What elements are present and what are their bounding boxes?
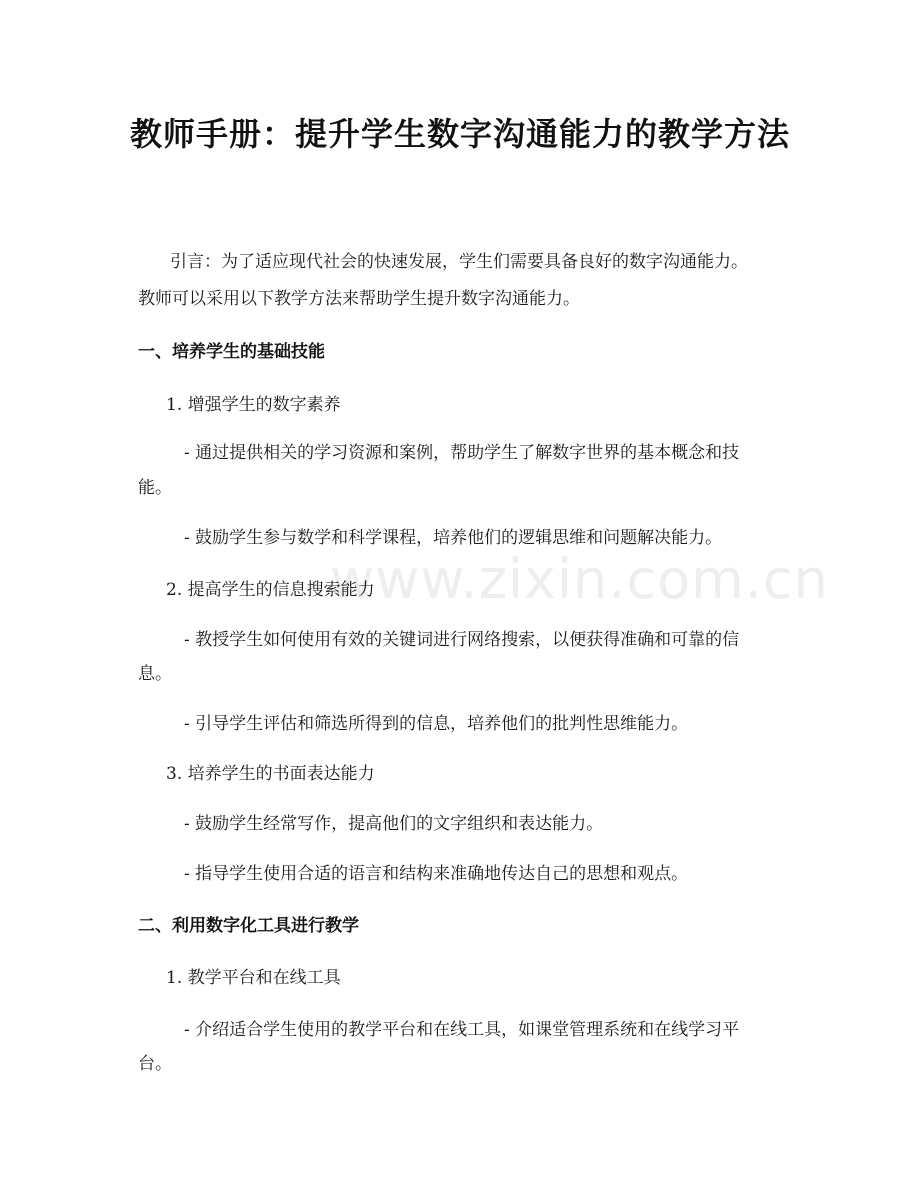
- list-item-title: 3. 培养学生的书面表达能力: [166, 764, 375, 784]
- bullet-line-continued: 台。: [138, 1054, 172, 1074]
- list-item-title: 1. 教学平台和在线工具: [166, 968, 341, 988]
- bullet-line: - 鼓励学生经常写作，提高他们的文字组织和表达能力。: [184, 814, 604, 834]
- intro-line-2: 教师可以采用以下教学方法来帮助学生提升数字沟通能力。: [138, 289, 580, 309]
- bullet-line-continued: 息。: [138, 664, 172, 684]
- document-title: 教师手册：提升学生数字沟通能力的教学方法: [130, 115, 791, 153]
- bullet-line: - 通过提供相关的学习资源和案例，帮助学生了解数字世界的基本概念和技: [184, 443, 740, 463]
- bullet-line: - 鼓励学生参与数学和科学课程，培养他们的逻辑思维和问题解决能力。: [184, 528, 723, 548]
- section-heading-2: 二、利用数字化工具进行教学: [138, 916, 359, 936]
- list-item-title: 1. 增强学生的数字素养: [166, 395, 341, 415]
- bullet-line: - 介绍适合学生使用的教学平台和在线工具，如课堂管理系统和在线学习平: [184, 1020, 740, 1040]
- bullet-line: - 引导学生评估和筛选所得到的信息，培养他们的批判性思维能力。: [184, 714, 689, 734]
- watermark: www.zixin.com.cn: [330, 548, 829, 611]
- section-heading-1: 一、培养学生的基础技能: [138, 342, 325, 362]
- list-item-title: 2. 提高学生的信息搜索能力: [166, 580, 375, 600]
- bullet-line: - 指导学生使用合适的语言和结构来准确地传达自己的思想和观点。: [184, 864, 689, 884]
- bullet-line: - 教授学生如何使用有效的关键词进行网络搜索，以便获得准确和可靠的信: [184, 630, 740, 650]
- intro-line-1: 引言：为了适应现代社会的快速发展，学生们需要具备良好的数字沟通能力。: [170, 252, 748, 272]
- bullet-line-continued: 能。: [138, 478, 172, 498]
